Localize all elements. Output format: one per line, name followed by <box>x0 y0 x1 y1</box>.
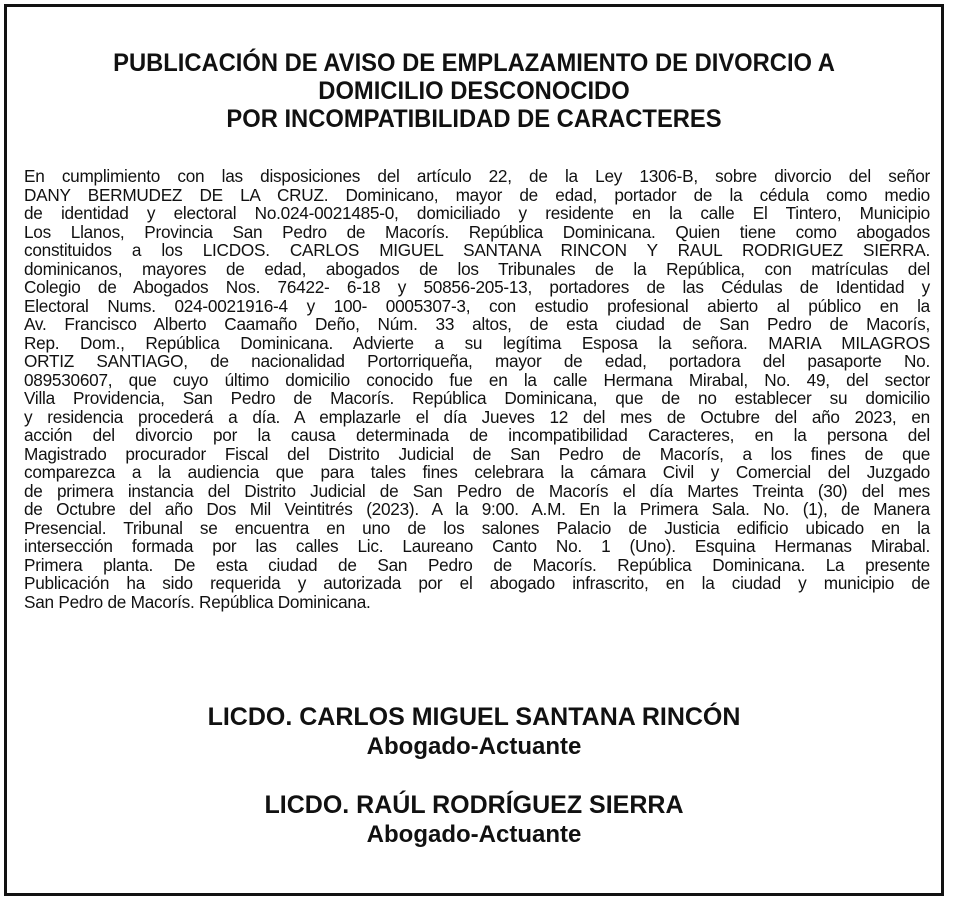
body-line: Primera planta. De esta ciudad de San Pedro de Macorís. República Dominicana. La presente <box>24 554 930 575</box>
body-line: de primera instancia del Distrito Judicial de San Pedro de Macorís el día Martes Treinta (30) del mes <box>24 480 930 501</box>
notice-frame <box>4 4 944 896</box>
body-line: Villa Providencia, San Pedro de Macorís. República Dominicana, que de no establecer su domicilio <box>24 388 930 408</box>
signature-block-santana <box>7 703 941 761</box>
body-line: Los Llanos, Provincia San Pedro de Macorís. República Dominicana. Quien tiene como abogados <box>24 221 930 242</box>
signature-role: Abogado-Actuante <box>366 821 582 848</box>
body-line: 089530607, que cuyo último domicilio conocido fue en la calle Hermana Mirabal, No. 49, del sector <box>24 369 930 390</box>
signature-name: LICDO. RAÚL RODRÍGUEZ SIERRA <box>264 791 684 819</box>
body-line: Colegio de Abogados Nos. 76422- 6-18 y 50856-205-13, portadores de las Cédulas de Identidad y <box>24 277 930 297</box>
body-line: constituidos a los LICDOS. CARLOS MIGUEL SANTANA RINCON Y RAUL RODRIGUEZ SIERRA. <box>24 240 930 260</box>
title-line: POR INCOMPATIBILIDAD DE CARACTERES <box>226 105 722 133</box>
title-line: PUBLICACIÓN DE AVISO DE EMPLAZAMIENTO DE DIVORCIO A <box>113 49 835 77</box>
body-line: acción del divorcio por la causa determinada de incompatibilidad Caracteres, en la persona del <box>24 425 930 445</box>
body-line: intersección formada por las calles Lic. Laureano Canto No. 1 (Uno). Esquina Hermanas Mirabal. <box>24 536 930 556</box>
body-line: ORTIZ SANTIAGO, de nacionalidad Portorriqueña, mayor de edad, portadora del pasaporte No. <box>24 351 930 371</box>
body-line: comparezca a la audiencia que para tales fines celebrara la cámara Civil y Comercial del Juzgado <box>24 462 930 482</box>
body-line: En cumplimiento con las disposiciones del artículo 22, de la Ley 1306-B, sobre divorcio del señor <box>24 166 930 186</box>
notice-body <box>24 167 930 611</box>
body-line: DANY BERMUDEZ DE LA CRUZ. Dominicano, mayor de edad, portador de la cédula como medio <box>24 184 930 205</box>
body-line: Publicación ha sido requerida y autorizada por el abogado infrascrito, en la ciudad y municipio de <box>24 573 930 593</box>
body-line: Presencial. Tribunal se encuentra en uno de los salones Palacio de Justicia edificio ubicado en la <box>24 517 930 538</box>
signature-block-rodriguez <box>7 791 941 849</box>
body-line: dominicanos, mayores de edad, abogados de los Tribunales de la República, con matrículas del <box>24 258 930 279</box>
signature-name: LICDO. CARLOS MIGUEL SANTANA RINCÓN <box>207 703 741 731</box>
notice-title <box>30 49 917 133</box>
body-line: Rep. Dom., República Dominicana. Advierte a su legítima Esposa la señora. MARIA MILAGROS <box>24 332 930 353</box>
signature-role: Abogado-Actuante <box>366 733 582 760</box>
title-line: DOMICILIO DESCONOCIDO <box>318 77 630 105</box>
body-line: de identidad y electoral No.024-0021485-0, domiciliado y residente en la calle El Tintero, Municipio <box>24 203 930 223</box>
body-line: Electoral Nums. 024-0021916-4 y 100- 0005307-3, con estudio profesional abierto al público en la <box>24 295 930 316</box>
body-line: San Pedro de Macorís. República Dominicana. <box>24 591 371 612</box>
body-line: y residencia procederá a día. A emplazarle el día Jueves 12 del mes de Octubre del año 2023, en <box>24 406 930 427</box>
body-line: Av. Francisco Alberto Caamaño Deño, Núm. 33 altos, de esta ciudad de San Pedro de Macorís, <box>24 314 930 334</box>
body-line: Magistrado procurador Fiscal del Distrito Judicial de San Pedro de Macorís, a los fines de que <box>24 443 930 464</box>
body-line: de Octubre del año Dos Mil Veintitrés (2023). A la 9:00. A.M. En la Primera Sala. No. (1), de Manera <box>24 499 930 519</box>
